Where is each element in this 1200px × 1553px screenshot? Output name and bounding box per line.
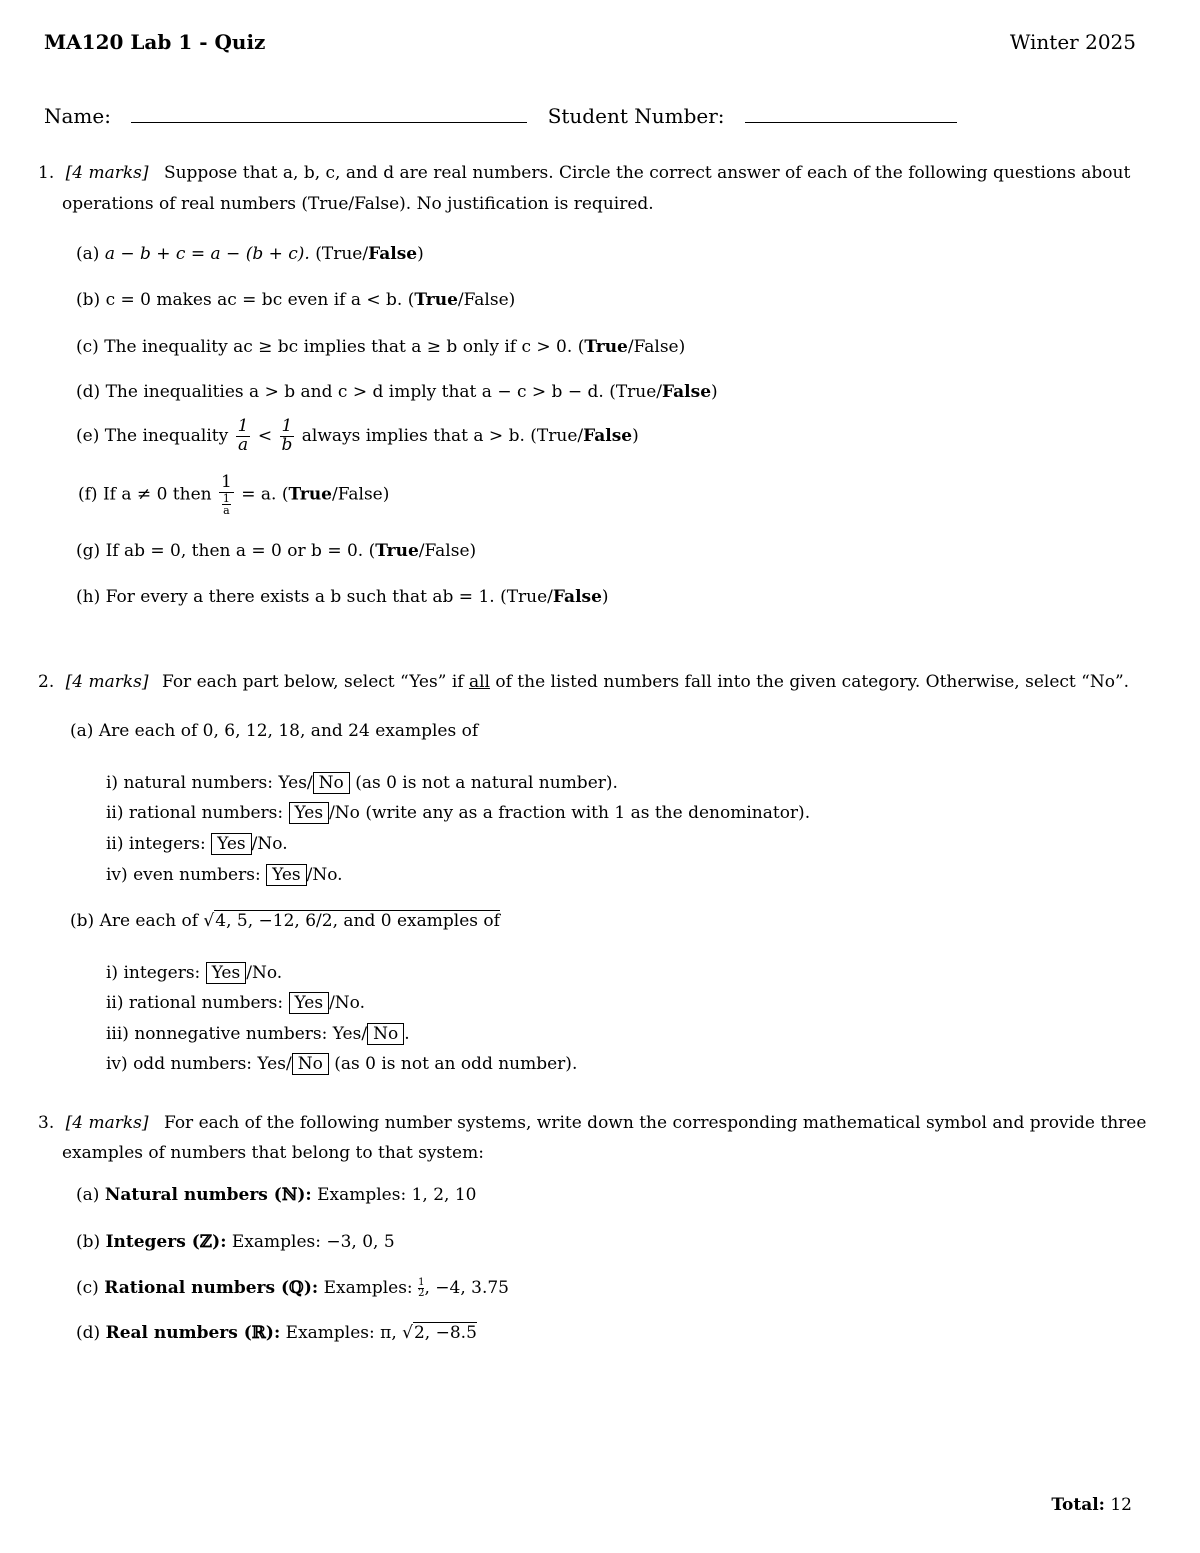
q1-item-label: (e) [76,425,100,446]
q3-item-name: Integers (ℤ): [105,1232,227,1252]
q1-item-text: For every a there exists a b such that ab = 1. [105,587,495,607]
total-marks [1051,1495,1132,1515]
q3-item-name: Real numbers (ℝ): [105,1323,281,1343]
q2-part-label: (a) [70,721,94,741]
q2a-item-iii: ii) integers: Yes /No. [106,834,288,854]
q2-part-a [70,721,478,741]
q1-answer: (True/False) [281,484,390,505]
q2-item-label: ii) rational numbers: [106,993,284,1013]
q3-item-examples: Examples: −3, 0, 5 [231,1232,395,1252]
q2-part-text-post: 4, 5, −12, 6/2, and 0 examples of [215,911,500,931]
q3-item-name: Natural numbers (ℕ): [104,1185,312,1205]
q3-item-examples-post: 2, −8.5 [413,1323,477,1343]
q1-answer: (True/False) [500,587,609,607]
q1-item-g [76,541,476,561]
q3-marks: [4 marks] [65,1113,149,1133]
q1-item-text: The inequality ac ≥ bc implies that a ≥ b only if c > 0. [104,337,573,357]
name-blank-line [131,108,527,123]
q3-item-c [76,1278,509,1299]
q3-item-label: (d) [76,1323,101,1343]
q3-item-examples: Examples: [323,1278,413,1298]
q1-item-text: c = 0 makes ac = bc even if a < b. [105,290,403,310]
q2b-item-i: i) integers: Yes /No. [106,963,283,983]
q1-marks: [4 marks] [65,163,149,183]
student-number-label: Student Number: [547,104,725,128]
q2-part-text: Are each of [99,911,199,931]
selected-answer-box: Yes [266,864,307,886]
q3-item-label: (a) [76,1185,100,1205]
q1-item-a [76,244,424,264]
selected-answer-box: No [367,1023,404,1045]
q2-item-label: ii) integers: [106,834,206,854]
q3-item-label: (b) [76,1232,101,1252]
q2a-item-ii: ii) rational numbers: Yes /No (write any as a fraction with 1 as the denominator). [106,803,811,823]
q1-item-b [76,290,515,310]
q2-item-label: i) natural numbers: [106,773,273,793]
q3-item-a [76,1185,476,1205]
fraction-one-over-a: $\frac{1}{a}$ [237,416,249,455]
q2-intro-text-post: of the listed numbers fall into the given category. Otherwise, select “No”. [495,672,1130,692]
q1-answer: (True/False) [530,425,639,446]
q1-intro-line2: operations of real numbers (True/False). No justification is required. [62,194,654,214]
q1-item-text: If a ≠ 0 then [102,484,212,505]
fraction-one-over-b: $\frac{1}{b}$ [281,416,293,455]
q1-item-label: (g) [76,541,101,561]
q2-item-note: (as 0 is not an odd number). [334,1054,578,1074]
selected-answer-box: Yes [289,802,330,824]
q1-number: 1. [38,163,55,183]
q1-answer: (True/False) [609,382,718,402]
q3-intro-text: For each of the following number systems, write down the corresponding mathematical symbol and provide three [163,1113,1147,1133]
q2-part-label: (b) [70,911,95,931]
q2a-item-iv: iv) even numbers: Yes /No. [106,865,343,885]
q3-item-label: (c) [76,1278,99,1298]
q2b-item-iii: iii) nonnegative numbers: Yes/ No . [106,1024,410,1044]
q2-item-label: iii) nonnegative numbers: [106,1024,328,1044]
selected-answer-box: No [292,1053,329,1075]
term-label: Winter 2025 [1009,30,1136,54]
q1-item-h [76,587,609,607]
q3-item-name: Rational numbers (ℚ): [104,1278,319,1298]
q3-number: 3. [38,1113,55,1133]
name-row [44,104,957,128]
selected-answer-box: Yes [211,833,252,855]
q2-part-b: (b) Are each of √4, 5, −12, 6/2, and 0 examples of [70,911,500,931]
q1-item-f [78,474,389,516]
q1-intro-line1 [38,163,1130,183]
q2-item-label: iv) odd numbers: [106,1054,253,1074]
q1-answer: (True/False) [577,337,686,357]
q1-item-label: (a) [76,244,100,264]
q1-answer: (True/False) [315,244,424,264]
q2-intro [38,672,1129,692]
total-label: Total: 12 [1051,1495,1132,1515]
q1-item-text: If ab = 0, then a = 0 or b = 0. [105,541,364,561]
q1-item-label: (h) [76,587,101,607]
student-number-blank-line [745,108,957,123]
q1-answer: (True/False) [407,290,516,310]
q2-part-text: Are each of 0, 6, 12, 18, and 24 examples of [98,721,479,741]
q3-item-examples-post: , −4, 3.75 [424,1278,509,1298]
q3-item-examples: Examples: π, [285,1323,397,1343]
selected-answer-box: No [313,772,350,794]
q1-item-label: (f) [78,484,98,505]
q2a-item-i: i) natural numbers: Yes/ No (as 0 is not a natural number). [106,773,618,793]
q2-item-note: (write any as a fraction with 1 as the denominator). [365,803,811,823]
q3-intro-line2: examples of numbers that belong to that system: [62,1143,484,1163]
q2b-item-iv: iv) odd numbers: Yes/ No (as 0 is not an odd number). [106,1054,578,1074]
q2-number: 2. [38,672,55,692]
q1-item-label: (c) [76,337,99,357]
fraction-one-over-one-over-a: 1 1 a [220,472,232,517]
name-label: Name: [44,104,111,128]
q1-item-text-post: = a. [241,484,277,505]
q3-item-d: (d) Real numbers (ℝ): Examples: π, √2, −8.5 [76,1323,477,1343]
q1-item-label: (d) [76,382,101,402]
q1-intro-text: Suppose that a, b, c, and d are real numbers. Circle the correct answer of each of the following questions about [163,163,1131,183]
q1-item-text: The inequalities a > b and c > d imply that a − c > b − d. [105,382,604,402]
q3-item-examples: Examples: 1, 2, 10 [317,1185,477,1205]
selected-answer-box: Yes [289,992,330,1014]
q1-item-label: (b) [76,290,101,310]
q1-item-e: (e) The inequality $\frac{1}{a}$ < $\frac{1}{b}$ always implies that a > b. (True/False) [76,416,639,455]
q3-item-b [76,1232,395,1252]
q2-item-note: (as 0 is not a natural number). [355,773,618,793]
q2-item-label: iv) even numbers: [106,865,261,885]
q1-item-text: The inequality [104,425,229,446]
q1-item-text: a − b + c = a − (b + c). [104,244,310,264]
q2b-item-ii: ii) rational numbers: Yes /No. [106,993,366,1013]
q2-item-label: ii) rational numbers: [106,803,284,823]
fraction-one-half: $\frac{1}{2}$ [418,1277,425,1299]
q1-item-text-post: always implies that a > b. [301,425,525,446]
selected-answer-box: Yes [206,962,247,984]
q2-intro-text: For each part below, select “Yes” if [161,672,464,692]
q1-item-d [76,382,718,402]
quiz-title: MA120 Lab 1 - Quiz [44,30,266,54]
q3-intro-line1 [38,1113,1146,1133]
q1-answer: (True/False) [368,541,477,561]
q2-intro-underlined: all [468,672,490,692]
q1-item-c [76,337,685,357]
q2-marks: [4 marks] [65,672,149,692]
q2-item-label: i) integers: [106,963,201,983]
